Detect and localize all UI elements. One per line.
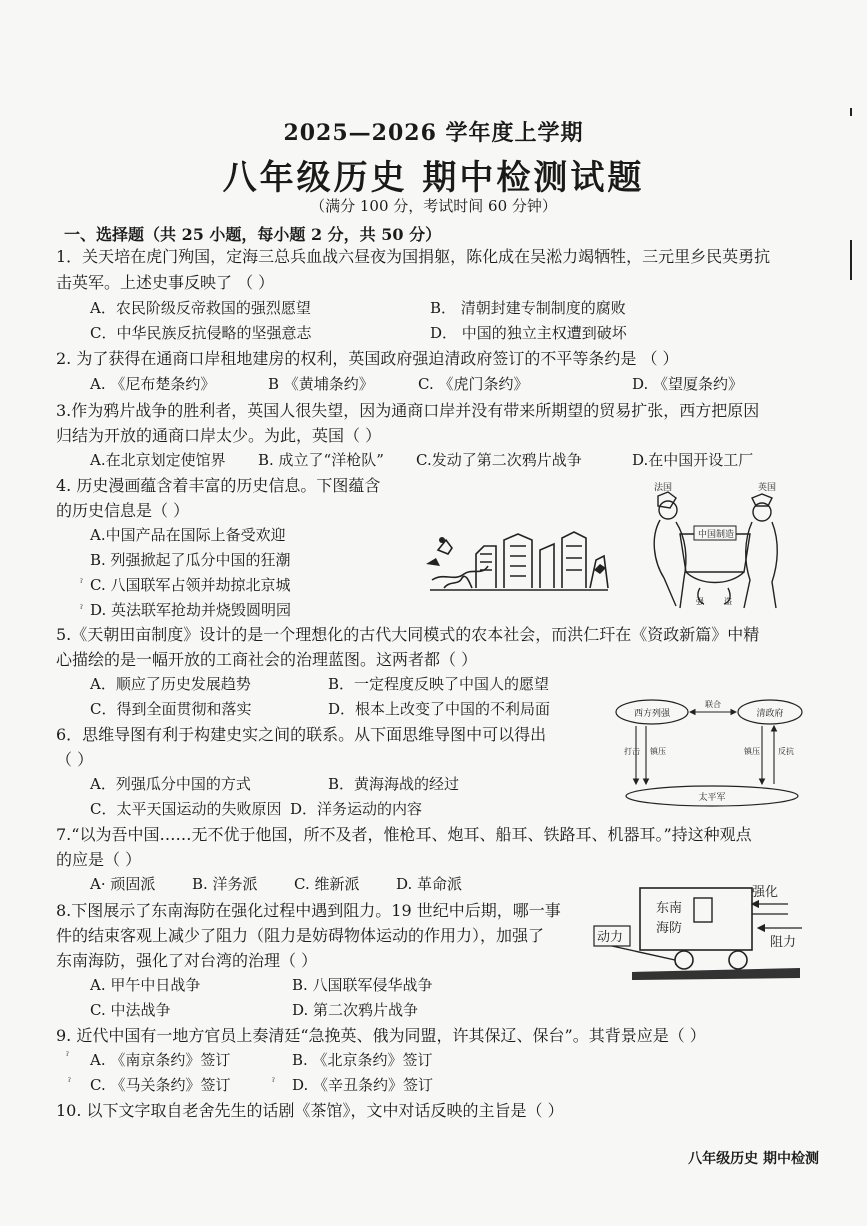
q6-stem-line2: （ ） — [56, 750, 94, 769]
q2-option-a[interactable]: A. 《尼布楚条约》 — [90, 375, 216, 393]
scan-mark: ˀ — [272, 1076, 276, 1089]
q6-option-b[interactable]: B．黄海海战的经过 — [328, 775, 460, 793]
q1-option-d[interactable]: D． 中国的独立主权遭到破坏 — [430, 324, 627, 342]
ruins-illustration — [424, 510, 614, 606]
q2-stem: 2. 为了获得在通商口岸租地建房的权利，英国政府强迫清政府签订的不平等条约是 （ ） — [56, 349, 679, 368]
scan-mark: ˀ — [66, 1050, 70, 1063]
map-link-label: 联合 — [705, 700, 721, 709]
q1-option-c[interactable]: C．中华民族反抗侵略的坚强意志 — [90, 324, 312, 342]
cartoon-illustration — [640, 478, 788, 618]
q9-stem: 9. 近代中国有一地方官员上奏清廷“急挽英、俄为同盟，许其保辽、保台”。其背景应是（ ） — [56, 1026, 706, 1045]
q9-option-c[interactable]: C. 《马关条约》签订 — [90, 1076, 231, 1094]
map-edge-label: 镇压 — [744, 747, 760, 756]
q1-option-b[interactable]: B． 清朝封建专制制度的腐败 — [430, 299, 626, 317]
diagram-resistance-label: 阻力 — [770, 935, 797, 950]
q9-option-a[interactable]: A. 《南京条约》签订 — [90, 1051, 231, 1069]
exam-title: 八年级历史 期中检测试题 — [222, 158, 645, 198]
mind-map-diagram — [612, 696, 812, 808]
q5-stem-line2: 心描绘的是一幅开放的工商社会的治理蓝图。这两者都（ ） — [56, 650, 478, 669]
diagram-box-label: 东南 — [656, 901, 683, 916]
diagram-box-label: 海防 — [656, 921, 683, 936]
q5-option-c[interactable]: C．得到全面贯彻和落实 — [90, 700, 252, 718]
q3-stem-line1: 3.作为鸦片战争的胜利者，英国人很失望，因为通商口岸并没有带来所期望的贸易扩张，西方把原因 — [56, 401, 760, 420]
force-diagram — [592, 874, 806, 988]
q4-option-a[interactable]: A.中国产品在国际上备受欢迎 — [90, 526, 286, 544]
q3-option-b[interactable]: B. 成立了“洋枪队” — [258, 451, 384, 469]
q4-option-d[interactable]: D. 英法联军抢劫并烧毁圆明园 — [90, 601, 292, 619]
map-edge-label: 镇压 — [650, 747, 666, 756]
q4-option-b[interactable]: B. 列强掀起了瓜分中国的狂潮 — [90, 551, 291, 569]
q3-option-a[interactable]: A.在北京划定使馆界 — [90, 451, 226, 469]
q6-option-c[interactable]: C．太平天国运动的失败原因 — [90, 800, 282, 818]
map-node-powers: 西方列强 — [633, 709, 671, 719]
q9-option-d[interactable]: D. 《辛丑条约》签订 — [292, 1076, 434, 1094]
q3-option-d[interactable]: D.在中国开设工厂 — [632, 451, 754, 469]
section-heading: 一、选择题（共 25 小题，每小题 2 分，共 50 分） — [64, 225, 442, 244]
q9-option-b[interactable]: B. 《北京条约》签订 — [292, 1051, 433, 1069]
cartoon-label-britain: 英国 — [758, 483, 777, 493]
q7-stem-line1: 7.“以为吾中国……无不优于他国，所不及者，惟枪耳、炮耳、船耳、铁路耳、机器耳。”持这种观点 — [56, 825, 752, 844]
q8-option-a[interactable]: A. 甲午中日战争 — [90, 976, 201, 994]
q1-stem-line2: 击英军。上述史事反映了 （ ） — [56, 273, 275, 292]
q5-stem-line1: 5.《天朝田亩制度》设计的是一个理想化的古代大同模式的农本社会，而洪仁玕在《资政新篇》中精 — [56, 625, 760, 644]
q8-stem-line1: 8.下图展示了东南海防在强化过程中遇到阻力。19 世纪中后期，哪一事 — [56, 901, 561, 920]
diagram-force-label: 动力 — [597, 930, 624, 945]
q4-option-c[interactable]: C. 八国联军占领并劫掠北京城 — [90, 576, 291, 594]
q6-option-d[interactable]: D．洋务运动的内容 — [290, 800, 423, 818]
q1-option-a[interactable]: A．农民阶级反帝救国的强烈愿望 — [90, 299, 311, 317]
exam-subtitle: （满分 100 分，考试时间 60 分钟） — [310, 197, 557, 215]
scan-mark: ˀ — [80, 577, 84, 590]
q7-option-c[interactable]: C. 维新派 — [294, 875, 360, 893]
cartoon-box-label: 中国制造 — [698, 530, 735, 540]
q8-option-b[interactable]: B. 八国联军侵华战争 — [292, 976, 433, 994]
map-node-taiping: 太平军 — [698, 793, 726, 803]
q7-option-a[interactable]: A· 顽固派 — [90, 875, 156, 893]
q8-option-c[interactable]: C. 中法战争 — [90, 1001, 171, 1019]
map-edge-label: 反抗 — [778, 747, 794, 756]
q5-option-d[interactable]: D．根本上改变了中国的不利局面 — [328, 700, 551, 718]
diagram-strengthen-label: 强化 — [752, 885, 779, 900]
q5-option-b[interactable]: B．一定程度反映了中国人的愿望 — [328, 675, 550, 693]
map-edge-label: 打击 — [624, 747, 640, 756]
q7-option-d[interactable]: D. 革命派 — [396, 875, 463, 893]
map-node-qing: 清政府 — [756, 709, 784, 719]
exam-year: 2025—2026 学年度上学期 — [283, 120, 584, 146]
q6-option-a[interactable]: A．列强瓜分中国的方式 — [90, 775, 251, 793]
scan-mark: ˀ — [80, 603, 84, 616]
q8-stem-line2: 件的结束客观上减少了阻力（阻力是妨碍物体运动的作用力），加强了 — [56, 926, 545, 945]
q8-option-d[interactable]: D. 第二次鸦片战争 — [292, 1001, 419, 1019]
q5-option-a[interactable]: A．顺应了历史发展趋势 — [90, 675, 251, 693]
q1-stem-line1: 1．关天培在虎门殉国，定海三总兵血战六昼夜为国捐躯，陈化成在吴淞力竭牺牲，三元里乡民英勇抗 — [56, 247, 771, 266]
cartoon-small-label: 盗 — [724, 597, 732, 606]
cartoon-small-label: 强 — [696, 597, 704, 606]
q10-stem: 10. 以下文字取自老舍先生的话剧《茶馆》，文中对话反映的主旨是（ ） — [56, 1101, 564, 1120]
q6-stem-line1: 6．思维导图有利于构建史实之间的联系。从下面思维导图中可以得出 — [56, 725, 547, 744]
q7-stem-line2: 的应是（ ） — [56, 850, 142, 869]
page-footer: 八年级历史 期中检测 — [688, 1151, 819, 1167]
cartoon-label-france: 法国 — [654, 483, 673, 493]
q3-option-c[interactable]: C.发动了第二次鸦片战争 — [416, 451, 582, 469]
q3-stem-line2: 归结为开放的通商口岸太少。为此，英国（ ） — [56, 426, 382, 445]
scan-edge-mark — [850, 240, 852, 280]
q8-stem-line3: 东南海防，强化了对台湾的治理（ ） — [56, 951, 318, 970]
q2-option-d[interactable]: D. 《望厦条约》 — [632, 375, 744, 393]
scan-edge-mark-top — [850, 108, 852, 116]
scan-mark: ˀ — [68, 1076, 72, 1089]
q7-option-b[interactable]: B. 洋务派 — [192, 875, 258, 893]
q2-option-b[interactable]: B 《黄埔条约》 — [268, 375, 374, 393]
q2-option-c[interactable]: C. 《虎门条约》 — [418, 375, 529, 393]
q4-stem-line1: 4. 历史漫画蕴含着丰富的历史信息。下图蕴含 — [56, 476, 381, 495]
q4-stem-line2: 的历史信息是（ ） — [56, 501, 190, 520]
